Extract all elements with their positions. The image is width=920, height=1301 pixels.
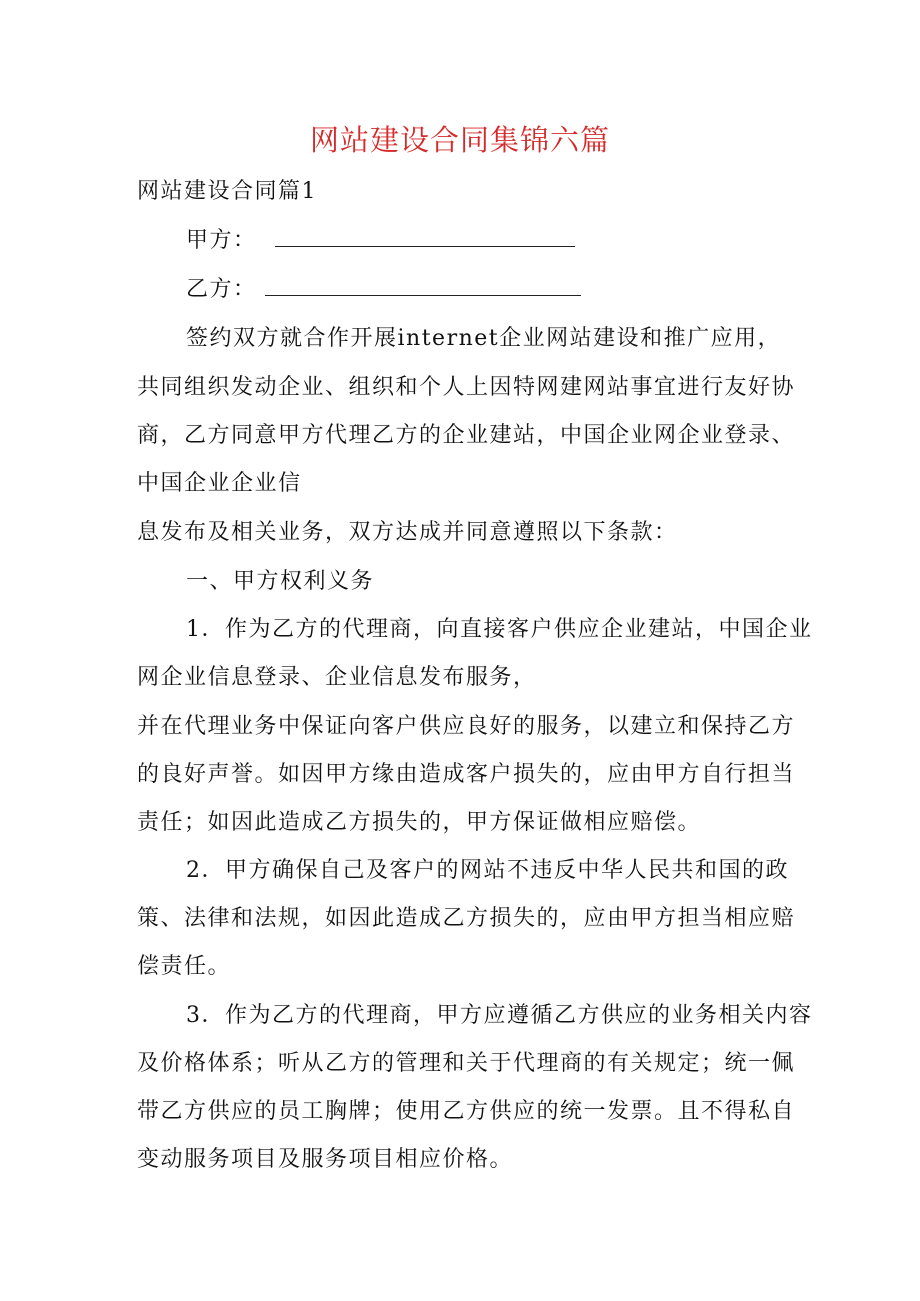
paragraph-line: 商，乙方同意甲方代理乙方的企业建站，中国企业网企业登录、 — [137, 423, 796, 448]
paragraph-line: 中国企业企业信 — [137, 471, 302, 496]
paragraph-line: 策、法律和法规，如因此造成乙方损失的，应由甲方担当相应赔 — [137, 906, 796, 931]
paragraph-line: 2．甲方确保自己及客户的网站不违反中华人民共和国的政 — [186, 858, 789, 883]
paragraph-line: 3．作为乙方的代理商，甲方应遵循乙方供应的业务相关内容 — [186, 1003, 813, 1028]
paragraph-line: 签约双方就合作开展internet企业网站建设和推广应用， — [186, 326, 782, 351]
party-b-label: 乙方： — [186, 277, 257, 302]
clause-heading: 一、甲方权利义务 — [186, 569, 375, 594]
paragraph-line: 及价格体系；听从乙方的管理和关于代理商的有关规定；统一佩 — [137, 1051, 796, 1076]
party-a-label: 甲方： — [186, 228, 257, 253]
paragraph-line: 变动服务项目及服务项目相应价格。 — [137, 1147, 514, 1172]
section-heading: 网站建设合同篇1 — [137, 179, 317, 204]
paragraph-line: 并在代理业务中保证向客户供应良好的服务，以建立和保持乙方 — [137, 714, 796, 739]
document-title: 网站建设合同集锦六篇 — [309, 123, 610, 157]
paragraph-line: 息发布及相关业务，双方达成并同意遵照以下条款： — [137, 520, 678, 545]
paragraph-line: 偿责任。 — [137, 954, 232, 979]
paragraph-line: 共同组织发动企业、组织和个人上因特网建网站事宜进行友好协 — [137, 375, 796, 400]
paragraph-line: 责任；如因此造成乙方损失的，甲方保证做相应赔偿。 — [137, 810, 702, 835]
party-b-blank — [265, 277, 581, 296]
paragraph-line: 网企业信息登录、企业信息发布服务， — [137, 665, 537, 690]
paragraph-line: 带乙方供应的员工胸牌；使用乙方供应的统一发票。且不得私自 — [137, 1099, 796, 1124]
party-a-blank — [275, 228, 575, 247]
paragraph-line: 的良好声誉。如因甲方缘由造成客户损失的，应由甲方自行担当 — [137, 762, 796, 787]
party-b-line — [186, 275, 581, 305]
party-a-line — [186, 226, 575, 256]
paragraph-line: 1．作为乙方的代理商，向直接客户供应企业建站，中国企业 — [186, 617, 813, 642]
